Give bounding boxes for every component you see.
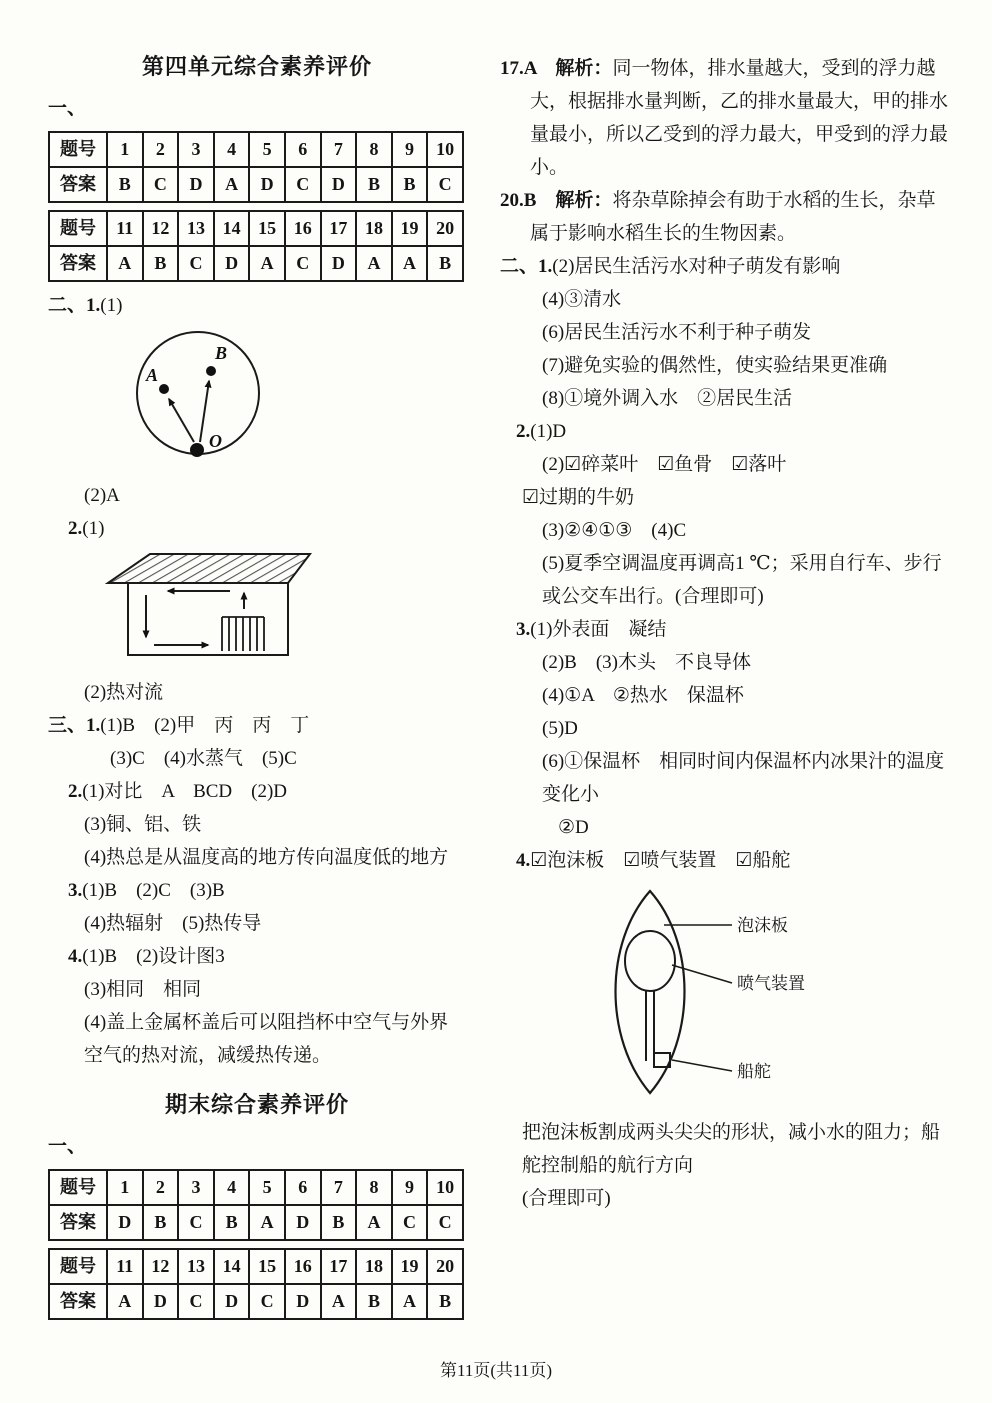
answer-cell: 11 — [107, 211, 143, 246]
answer-line: (3)相同 相同 — [84, 979, 202, 1000]
answer-cell: 10 — [427, 132, 463, 167]
answer-block-unit4-q2 — [48, 479, 466, 545]
answer-cell: B — [214, 1205, 250, 1240]
page-footer: 第11页(共11页) — [439, 1361, 553, 1380]
answer-cell: B — [107, 167, 143, 202]
answer-cell: 8 — [356, 1170, 392, 1205]
answer-cell: C — [285, 246, 321, 281]
answer-cell: 12 — [143, 1249, 179, 1284]
answer-cell: 10 — [427, 1170, 463, 1205]
answer-cell: D — [321, 167, 357, 202]
answer-cell: C — [427, 167, 463, 202]
final-answer-table-11-20 — [48, 1248, 464, 1320]
answer-cell: D — [107, 1205, 143, 1240]
table-row — [49, 167, 463, 202]
answer-line: (5)D — [542, 718, 578, 739]
answer-cell: C — [178, 1284, 214, 1319]
answer-line: 二、1.(2)居民生活污水对种子萌发有影响 — [500, 256, 841, 277]
answer-cell: C — [178, 246, 214, 281]
answer-cell: C — [249, 1284, 285, 1319]
rudder-leader-line — [672, 1060, 732, 1071]
answer-line: (6)①保温杯 相同时间内保温杯内冰果汁的温度变化小 — [542, 751, 945, 805]
convection-diagram-wrap — [48, 549, 466, 672]
answer-line: 2.(1) — [68, 518, 105, 539]
answer-cell: 9 — [392, 132, 428, 167]
answer-cell: A — [214, 167, 250, 202]
roof-shape — [108, 554, 310, 583]
rudder-label: 船舵 — [737, 1062, 771, 1081]
answer-cell: B — [143, 246, 179, 281]
answer-cell: 16 — [285, 211, 321, 246]
answer-cell: 5 — [249, 132, 285, 167]
answer-line: (合理即可) — [522, 1188, 611, 1209]
answer-line: (2)热对流 — [84, 682, 164, 703]
answer-cell: A — [356, 246, 392, 281]
section-one-label-final: 一、 — [48, 1136, 87, 1157]
answer-cell: 3 — [178, 1170, 214, 1205]
answer-line: 3.(1)B (2)C (3)B — [68, 880, 225, 901]
answer-cell: 2 — [143, 132, 179, 167]
answer-cell: 16 — [285, 1249, 321, 1284]
answer-line: (3)②④①③ (4)C — [542, 520, 687, 541]
table-row — [49, 1284, 463, 1319]
left-column — [48, 52, 466, 1357]
answer-line: (4)盖上金属杯盖后可以阻挡杯中空气与外界空气的热对流，减缓热传递。 — [84, 1012, 449, 1066]
answer-cell: B — [143, 1205, 179, 1240]
table-row — [49, 1170, 463, 1205]
answer-cell: 15 — [249, 1249, 285, 1284]
final-answer-table-1-10 — [48, 1169, 464, 1241]
answer-cell: 18 — [356, 211, 392, 246]
answer-cell: 6 — [285, 132, 321, 167]
answer-cell: 4 — [214, 132, 250, 167]
direction-diagram-wrap — [48, 326, 466, 475]
answer-cell: 18 — [356, 1249, 392, 1284]
answer-cell: A — [356, 1205, 392, 1240]
answer-cell: B — [356, 1284, 392, 1319]
answer-cell: 1 — [107, 132, 143, 167]
answer-line: 4.(1)B (2)设计图3 — [68, 946, 225, 967]
answer-line: (4)③清水 — [542, 289, 622, 310]
answer-line: 三、1.(1)B (2)甲 丙 丙 丁 — [48, 715, 310, 736]
answer-block-unit4-rest — [48, 676, 466, 1072]
foam-label: 泡沫板 — [737, 916, 788, 935]
unit4-answer-table-11-20 — [48, 210, 464, 282]
answer-block-right-top — [500, 52, 948, 877]
table-row — [49, 1249, 463, 1284]
row-header-cell: 题号 — [49, 1249, 107, 1284]
answer-cell: B — [427, 246, 463, 281]
answer-cell: 15 — [249, 211, 285, 246]
answer-cell: 4 — [214, 1170, 250, 1205]
answer-line: (5)夏季空调温度再调高1 ℃；采用自行车、步行或公交车出行。(合理即可) — [542, 553, 942, 607]
answer-cell: 17 — [321, 211, 357, 246]
answer-cell: 8 — [356, 132, 392, 167]
answer-cell: 6 — [285, 1170, 321, 1205]
row-header-cell: 答案 — [49, 1284, 107, 1319]
answer-line: 17.A 解析：同一物体，排水量越大，受到的浮力越大，根据排水量判断，乙的排水量最大，甲的排水量最小，所以乙受到的浮力最大，甲受到的浮力最小。 — [500, 58, 949, 178]
answer-cell: 11 — [107, 1249, 143, 1284]
point-b-label: B — [215, 343, 228, 363]
answer-cell: C — [178, 1205, 214, 1240]
answer-cell: A — [392, 246, 428, 281]
answer-cell: 12 — [143, 211, 179, 246]
answer-line: (4)热辐射 (5)热传导 — [84, 913, 262, 934]
answer-cell: 7 — [321, 132, 357, 167]
point-a-label: A — [146, 365, 159, 385]
row-header-cell: 答案 — [49, 167, 107, 202]
answer-cell: A — [321, 1284, 357, 1319]
right-column — [500, 52, 948, 1357]
answer-cell: A — [107, 1284, 143, 1319]
radiator-coils — [222, 617, 264, 651]
jet-balloon-shape — [625, 931, 675, 991]
point-o-dot — [190, 443, 204, 457]
answer-cell: 5 — [249, 1170, 285, 1205]
answer-line: 4.☑泡沫板 ☑喷气装置 ☑船舵 — [516, 850, 791, 871]
row-header-cell: 答案 — [49, 246, 107, 281]
table-row — [49, 1205, 463, 1240]
jet-leader-line — [672, 965, 732, 983]
answer-line: (3)C (4)水蒸气 (5)C — [110, 748, 297, 769]
unit4-answer-table-1-10 — [48, 131, 464, 203]
answer-cell: 7 — [321, 1170, 357, 1205]
answer-cell: 3 — [178, 132, 214, 167]
answer-line: 2.(1)D — [516, 421, 567, 442]
answer-cell: 20 — [427, 1249, 463, 1284]
row-header-cell: 题号 — [49, 132, 107, 167]
jet-label: 喷气装置 — [737, 974, 805, 993]
answer-cell: 14 — [214, 1249, 250, 1284]
answer-cell: D — [321, 246, 357, 281]
answer-line: 3.(1)外表面 凝结 — [516, 619, 667, 640]
answer-cell: D — [214, 246, 250, 281]
answer-cell: D — [249, 167, 285, 202]
table-row — [49, 132, 463, 167]
answer-cell: D — [214, 1284, 250, 1319]
row-header-cell: 答案 — [49, 1205, 107, 1240]
answer-cell: 19 — [392, 211, 428, 246]
answer-cell: B — [356, 167, 392, 202]
answer-line: (3)铜、铝、铁 — [84, 814, 202, 835]
answer-cell: A — [249, 1205, 285, 1240]
answer-line: 20.B 解析：将杂草除掉会有助于水稻的生长，杂草属于影响水稻生长的生物因素。 — [500, 190, 936, 244]
section-one-label: 一、 — [48, 98, 87, 119]
final-title: 期末综合素养评价 — [164, 1092, 349, 1117]
answer-cell: C — [392, 1205, 428, 1240]
answer-cell: B — [392, 167, 428, 202]
boat-diagram-wrap — [500, 885, 948, 1110]
answer-cell: 13 — [178, 1249, 214, 1284]
answer-line: 2.(1)对比 A BCD (2)D — [68, 781, 288, 802]
answer-cell: C — [143, 167, 179, 202]
table-row — [49, 211, 463, 246]
answer-line: (2)B (3)木头 不良导体 — [542, 652, 751, 673]
house-convection-diagram — [98, 549, 318, 661]
answer-line: ☑过期的牛奶 — [522, 487, 635, 508]
answer-cell: D — [178, 167, 214, 202]
row-header-cell: 题号 — [49, 1170, 107, 1205]
answer-cell: C — [427, 1205, 463, 1240]
answer-cell: D — [143, 1284, 179, 1319]
answer-line: (4)①A ②热水 保温杯 — [542, 685, 744, 706]
answer-line: (2)☑碎菜叶 ☑鱼骨 ☑落叶 — [542, 454, 787, 475]
answer-cell: A — [392, 1284, 428, 1319]
answer-cell: 19 — [392, 1249, 428, 1284]
row-header-cell: 题号 — [49, 211, 107, 246]
answer-line: ②D — [558, 817, 589, 838]
answer-cell: A — [107, 246, 143, 281]
answer-cell: C — [285, 167, 321, 202]
point-b-dot — [206, 366, 216, 376]
answer-line: 把泡沫板割成两头尖尖的形状，减小水的阻力；船舵控制船的航行方向 — [522, 1122, 941, 1176]
answer-cell: 20 — [427, 211, 463, 246]
answer-cell: 17 — [321, 1249, 357, 1284]
answer-cell: D — [285, 1205, 321, 1240]
answer-block-right-bottom — [500, 1116, 948, 1215]
answer-line: (2)A — [84, 485, 120, 506]
answer-line: 二、1.(1) — [48, 295, 123, 316]
answer-cell: B — [427, 1284, 463, 1319]
unit4-title: 第四单元综合素养评价 — [141, 54, 372, 79]
answer-cell: 1 — [107, 1170, 143, 1205]
answer-line: (7)避免实验的偶然性，使实验结果更准确 — [542, 355, 888, 376]
answer-line: (8)①境外调入水 ②居民生活 — [542, 388, 793, 409]
answer-cell: A — [249, 246, 285, 281]
answer-cell: 13 — [178, 211, 214, 246]
answer-cell: 9 — [392, 1170, 428, 1205]
circle-motion-diagram — [110, 326, 278, 464]
answer-cell: D — [285, 1284, 321, 1319]
answer-line: (6)居民生活污水不利于种子萌发 — [542, 322, 812, 343]
answer-cell: B — [321, 1205, 357, 1240]
answer-cell: 14 — [214, 211, 250, 246]
answer-block-unit4-q1 — [48, 289, 466, 322]
table-row — [49, 246, 463, 281]
answer-cell: 2 — [143, 1170, 179, 1205]
point-a-dot — [159, 384, 169, 394]
point-o-label: O — [209, 431, 222, 451]
answer-line: (4)热总是从温度高的地方传向温度低的地方 — [84, 847, 449, 868]
boat-structure-diagram — [560, 885, 828, 1099]
